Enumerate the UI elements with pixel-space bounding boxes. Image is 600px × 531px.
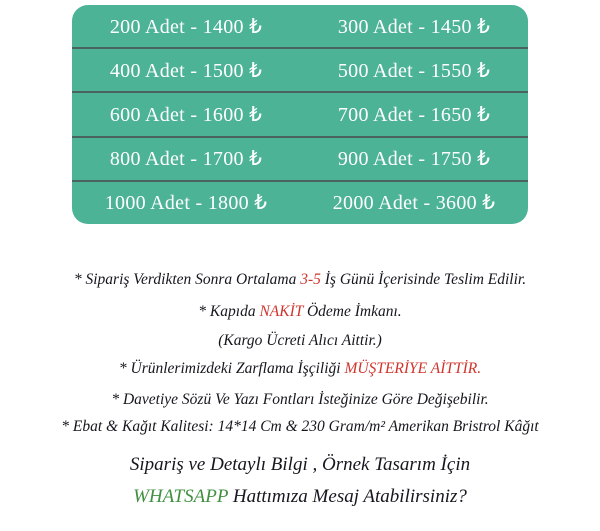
note-text: * Kapıda <box>198 303 260 320</box>
note-cash-payment <box>0 301 600 323</box>
price-row <box>72 91 528 135</box>
price-row <box>72 180 528 224</box>
footer-text: Hattımıza Mesaj Atabilirsiniz? <box>228 486 467 507</box>
price-table <box>72 5 528 224</box>
price-row <box>72 136 528 180</box>
price-cell: 500 Adet - 1550 ₺ <box>337 59 491 82</box>
footer-whatsapp-line <box>0 485 600 509</box>
price-cell: 400 Adet - 1500 ₺ <box>109 59 263 82</box>
note-text: Ödeme İmkanı. <box>303 303 402 320</box>
price-cell: 600 Adet - 1600 ₺ <box>109 104 263 126</box>
customer-responsibility-highlight: MÜŞTERİYE AİTTİR. <box>344 360 482 377</box>
note-paper-quality: * Ebat & Kağıt Kalitesi: 14*14 Cm & 230 Gram/m² Amerikan Bristrol Kâğıt <box>61 418 539 435</box>
price-cell: 900 Adet - 1750 ₺ <box>337 148 491 171</box>
price-cell: 2000 Adet - 3600 ₺ <box>332 192 496 215</box>
note-envelope-labor <box>0 358 600 380</box>
price-cell: 800 Adet - 1700 ₺ <box>109 148 263 171</box>
note-shipping-fee: (Kargo Ücreti Alıcı Aittir.) <box>218 332 382 349</box>
price-cell: 200 Adet - 1400 ₺ <box>109 15 263 38</box>
price-row <box>72 47 528 91</box>
cash-highlight: NAKİT <box>259 303 304 320</box>
delivery-days-highlight: 3-5 <box>300 271 321 288</box>
note-delivery-time <box>0 269 600 291</box>
note-font-customization: * Davetiye Sözü Ve Yazı Fontları İsteğinize Göre Değişebilir. <box>111 391 489 408</box>
price-cell: 300 Adet - 1450 ₺ <box>337 15 491 38</box>
note-text: * Ürünlerimizdeki Zarflama İşçiliği <box>118 360 345 377</box>
note-text: İş Günü İçerisinde Teslim Edilir. <box>320 271 527 288</box>
footer-contact-line: Sipariş ve Detaylı Bilgi , Örnek Tasarım İçin <box>129 454 471 475</box>
whatsapp-highlight: WHATSAPP <box>133 486 229 507</box>
price-cell: 1000 Adet - 1800 ₺ <box>104 192 268 215</box>
price-cell: 700 Adet - 1650 ₺ <box>337 104 491 126</box>
note-text: * Sipariş Verdikten Sonra Ortalama <box>73 271 301 288</box>
price-row <box>72 5 528 47</box>
